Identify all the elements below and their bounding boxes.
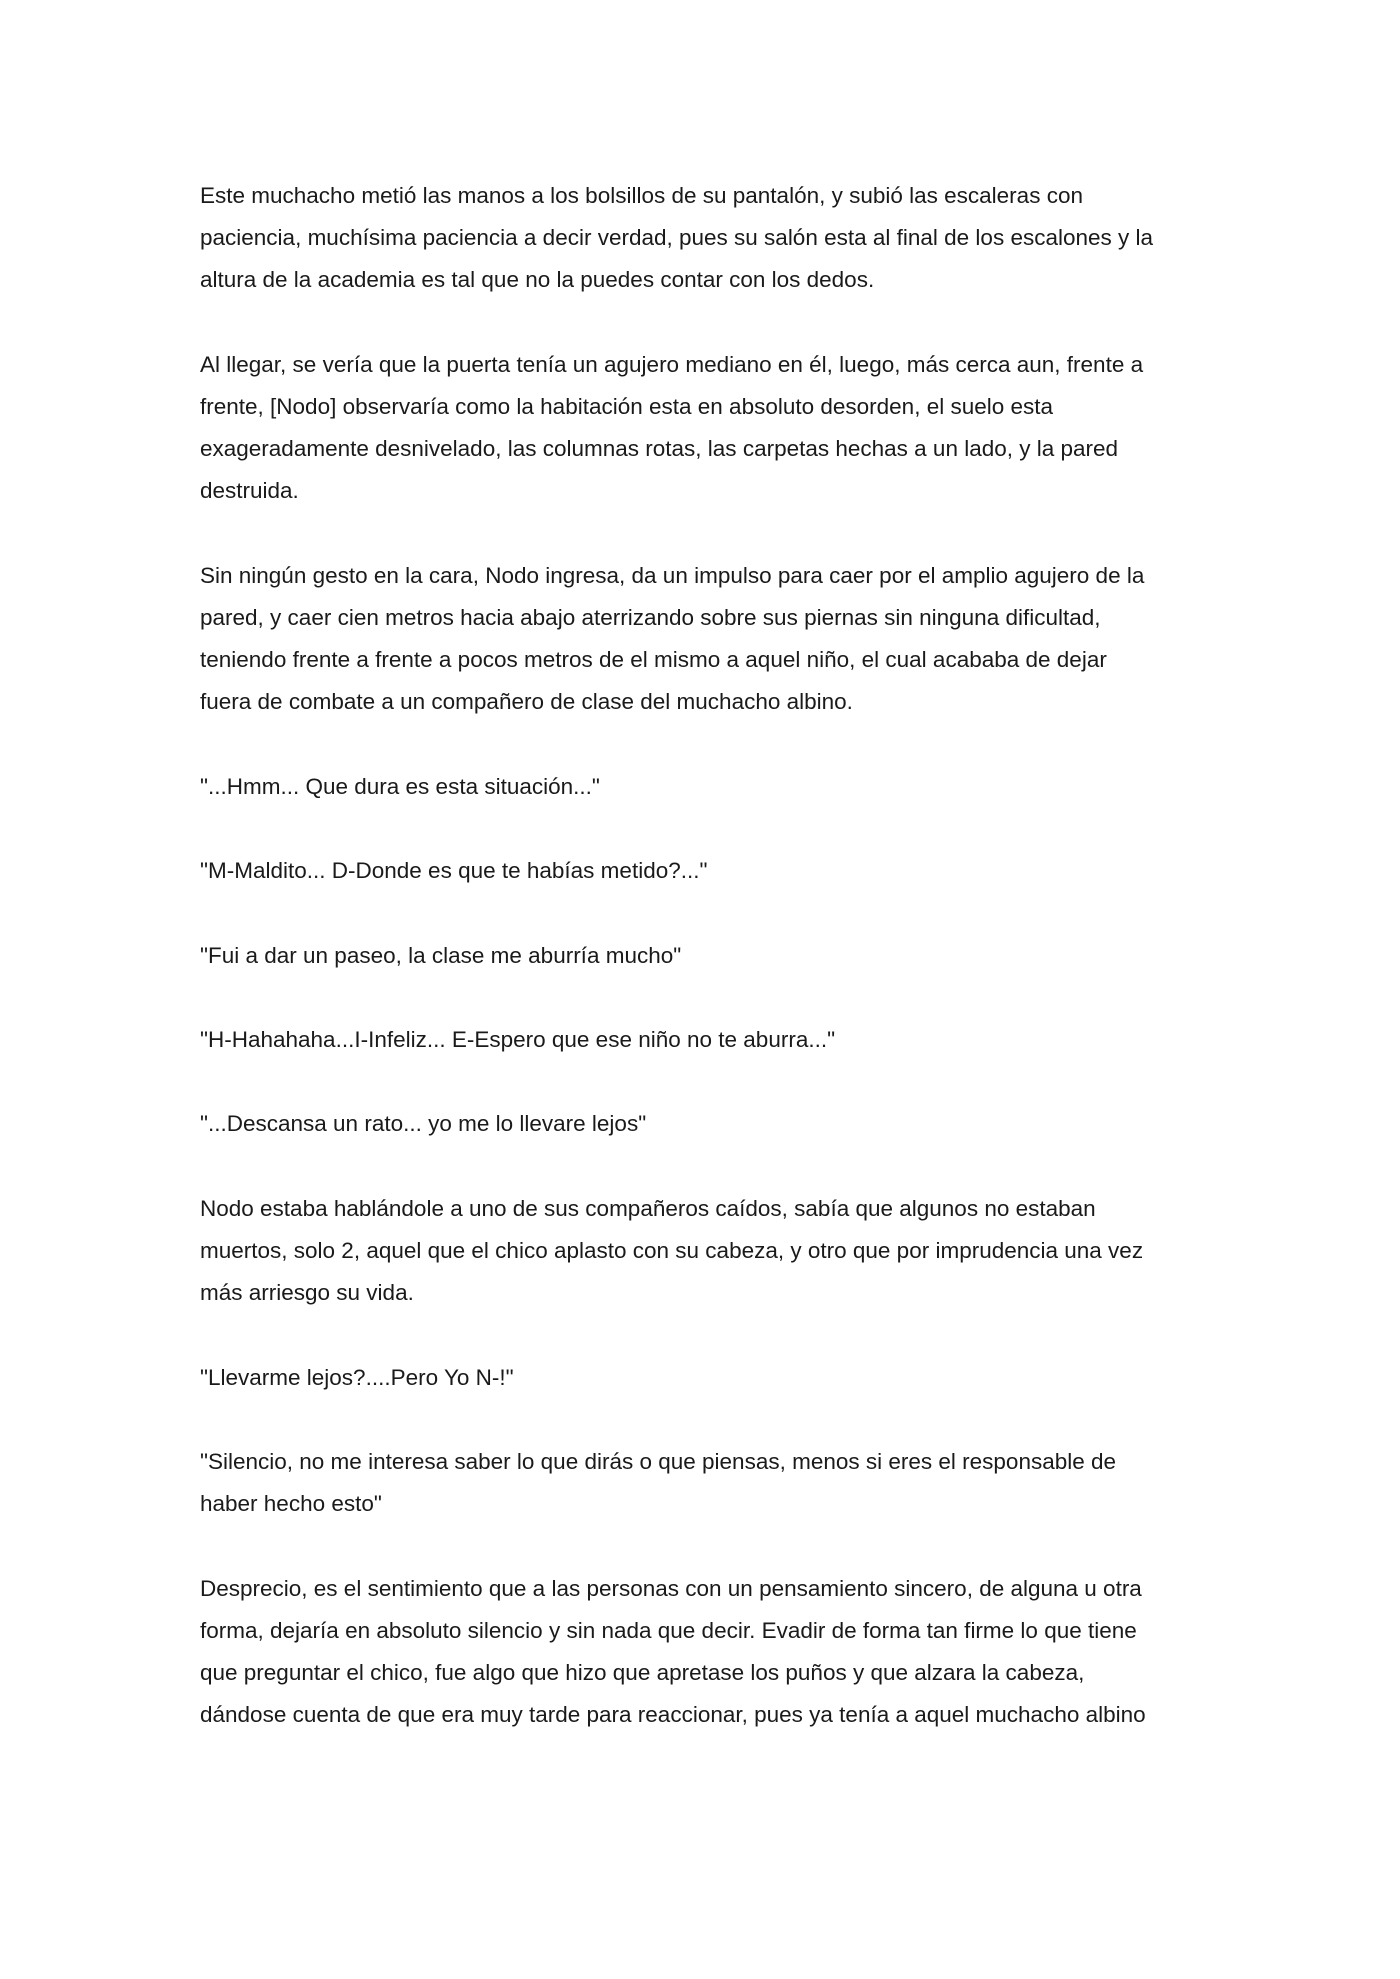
- text-line: dándose cuenta de que era muy tarde para reaccionar, pues ya tenía a aquel muchacho albino: [200, 1702, 1146, 1728]
- dialogue-line: [200, 850, 1210, 892]
- text-line: Este muchacho metió las manos a los bolsillos de su pantalón, y subió las escaleras con: [200, 183, 1083, 208]
- text-line: Sin ningún gesto en la cara, Nodo ingresa, da un impulso para caer por el amplio agujero de la: [200, 562, 1145, 588]
- paragraph: [200, 1568, 1210, 1737]
- text-line: forma, dejaría en absoluto silencio y sin nada que decir. Evadir de forma tan firme lo que tiene: [200, 1617, 1137, 1643]
- dialogue-line: [200, 1103, 1210, 1145]
- text-line: haber hecho esto": [200, 1491, 382, 1517]
- text-line: pared, y caer cien metros hacia abajo aterrizando sobre sus piernas sin ninguna dificultad,: [200, 605, 1101, 630]
- text-line: "...Descansa un rato... yo me lo llevare lejos": [200, 1111, 647, 1137]
- text-line: "H-Hahahaha...I-Infeliz... E-Espero que ese niño no te aburra...": [200, 1026, 836, 1052]
- text-line: Al llegar, se vería que la puerta tenía un agujero mediano en él, luego, más cerca aun, frente a: [200, 351, 1144, 377]
- paragraph: [200, 344, 1210, 513]
- text-line: "...Hmm... Que dura es esta situación...": [200, 773, 600, 799]
- text-line: "Fui a dar un paseo, la clase me aburría mucho": [200, 942, 682, 968]
- document-page: [200, 175, 1210, 1779]
- dialogue-line: [200, 1441, 1210, 1525]
- dialogue-line: [200, 1019, 1210, 1061]
- paragraph: [200, 175, 1210, 302]
- text-line: frente, [Nodo] observaría como la habitación esta en absoluto desorden, el suelo esta: [200, 394, 1054, 419]
- text-line: más arriesgo su vida.: [200, 1280, 414, 1306]
- text-line: que preguntar el chico, fue algo que hizo que apretase los puños y que alzara la cabeza,: [200, 1659, 1085, 1685]
- dialogue-line: [200, 935, 1210, 977]
- text-line: muertos, solo 2, aquel que el chico aplasto con su cabeza, y otro que por imprudencia una vez: [200, 1237, 1144, 1263]
- text-line: teniendo frente a frente a pocos metros de el mismo a aquel niño, el cual acababa de dejar: [200, 647, 1107, 673]
- text-line: exageradamente desnivelado, las columnas rotas, las carpetas hechas a un lado, y la pared: [200, 436, 1119, 462]
- text-line: Nodo estaba hablándole a uno de sus compañeros caídos, sabía que algunos no estaban: [200, 1195, 1096, 1221]
- text-line: paciencia, muchísima paciencia a decir verdad, pues su salón esta al final de los escalones y la: [200, 225, 1154, 251]
- text-line: altura de la academia es tal que no la puedes contar con los dedos.: [200, 267, 875, 293]
- paragraph: [200, 1188, 1210, 1315]
- text-line: "M-Maldito... D-Donde es que te habías metido?...": [200, 858, 708, 884]
- text-line: "Llevarme lejos?....Pero Yo N-!": [200, 1364, 514, 1390]
- dialogue-line: [200, 766, 1210, 808]
- text-line: "Silencio, no me interesa saber lo que dirás o que piensas, menos si eres el responsable de: [200, 1448, 1117, 1474]
- text-line: fuera de combate a un compañero de clase del muchacho albino.: [200, 689, 853, 715]
- paragraph: [200, 555, 1210, 724]
- dialogue-line: [200, 1357, 1210, 1399]
- text-line: destruida.: [200, 478, 299, 504]
- text-line: Desprecio, es el sentimiento que a las personas con un pensamiento sincero, de alguna u otra: [200, 1575, 1142, 1601]
